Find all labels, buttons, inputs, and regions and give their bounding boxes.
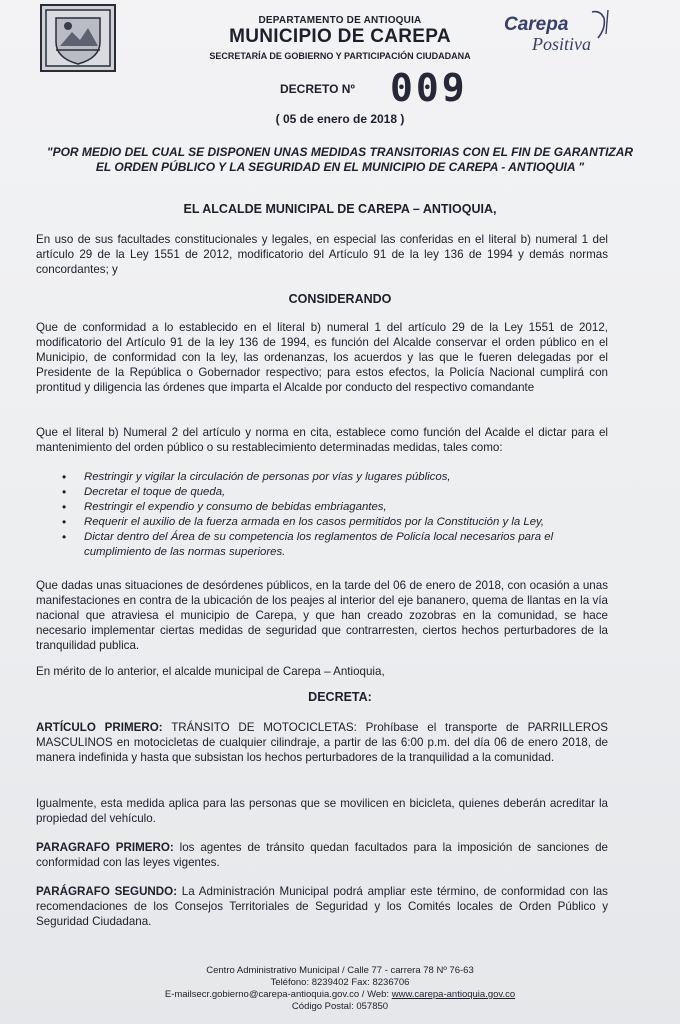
decree-number: 009 [390,66,468,110]
carepa-positiva-logo [500,8,620,56]
paragraph-one-label: PARAGRAFO PRIMERO: [36,841,174,854]
paragraph-two-text: La Administración Municipal podrá ampliar este término, de conformidad con las recomendaciones de los Consejos Territoriales de Seguridad y los Comités locales de Orden Público y Seguridad Ciudadana. [36,885,608,928]
considerando-paragraph-1: Que de conformidad a lo establecido en el literal b) numeral 1 del artículo 29 de la Ley 1551 de 2012, modificatorio del Artículo 91 de la ley 136 de 1994, es función del Alcalde conservar el orden público en el Municipio, de conformidad con la ley, las ordenanzas, los acuerdos y las que le fueren delegadas por el Presidente de la República o Gobernador respectivo; para estos efectos, la Policía Nacional cumplirá con prontitud y diligencia las órdenes que imparta el Alcalde por conducto del respectivo comandante [36,321,608,394]
footer-web-link[interactable]: www.carepa-antioquia.gov.co [391,989,516,1000]
list-item: • Dictar dentro del Área de su competencia los reglamentos de Policía local necesarios para el cumplimiento de las normas superiores. [62,530,614,560]
considerando-paragraph-2: Que el literal b) Numeral 2 del artículo y norma en cita, establece como función del Acalde el dictar para el mantenimiento del orden público o su restablecimiento determinadas medidas, tales como: [36,426,608,454]
decree-date: ( 05 de enero de 2018 ) [275,112,405,126]
footer [0,965,680,1013]
measures-list [62,470,614,560]
article-one-label: ARTÍCULO PRIMERO: [36,721,163,734]
secretariat-name: SECRETARÍA DE GOBIERNO Y PARTICIPACIÓN CIUDADANA [209,51,471,61]
footer-phone: Teléfono: 8239402 Fax: 8236706 [270,977,410,988]
paragraph-two [36,884,608,929]
considerando-paragraph-3: Que dadas unas situaciones de desórdenes públicos, en la tarde del 06 de enero de 2018, con ocasión a unas manifestaciones en contra de la ubicación de los peajes al interior del eje bananero, quema de llantas en la vía nacional que atraviesa el municipio de Carepa, y que han creado zozobras en la comunidad, se hace necesario implementar ciertas medidas de seguridad que contrarresten, ciertos hechos perturbadores de la tranquilidad publica. [36,579,608,652]
footer-address: Centro Administrativo Municipal / Calle 77 - carrera 78 Nº 76-63 [206,965,474,976]
article-one-extra: Igualmente, esta medida aplica para las personas que se movilicen en bicicleta, quienes deberán acreditar la propiedad del vehículo. [36,797,608,825]
intro-paragraph: En uso de sus facultades constitucionales y legales, en especial las conferidas en el literal b) numeral 1 del artículo 29 de la Ley 1551 de 2012, modificatorio del Artículo 91 de la ley 136 de 1994 y demás normas concordantes; y [36,233,608,276]
decreta-heading: DECRETA: [308,690,372,704]
list-item: • Requerir el auxilio de la fuerza armada en los casos permitidos por la Constitución y la Ley, [62,515,614,530]
article-one [36,720,608,765]
considerando-paragraph-4: En mérito de lo anterior, el alcalde municipal de Carepa – Antioquia, [36,665,385,678]
paragraph-two-label: PARÁGRAFO SEGUNDO: [36,885,178,898]
logo-word-1: Carepa [504,14,569,35]
list-item: • Decretar el toque de queda, [62,485,614,500]
footer-email: E-mailsecr.gobierno@carepa-antioquia.gov.co / Web: [164,989,392,1000]
mayor-heading: EL ALCALDE MUNICIPAL DE CAREPA – ANTIOQUIA, [183,202,497,216]
department-name: DEPARTAMENTO DE ANTIOQUIA [258,15,422,26]
footer-postal: Código Postal: 057850 [291,1001,389,1012]
logo-word-2: Positiva [532,34,591,54]
considerando-heading: CONSIDERANDO [288,292,392,306]
municipality-name: MUNICIPIO DE CAREPA [229,26,451,47]
footer-contact [0,989,680,1001]
article-one-text: TRÁNSITO DE MOTOCICLETAS: Prohíbase el transporte de PARRILLEROS MASCULINOS en motocicletas de cualquier cilindraje, a partir de las 6:00 p.m. del día 06 de enero 2018, de manera indefinida y hasta que subsistan los hechos perturbadores de la tranquilidad a la comunidad. [36,721,608,764]
paragraph-one [36,840,608,870]
decree-label: DECRETO Nº [280,82,355,96]
paragraph-one-text: los agentes de tránsito quedan facultados para la imposición de sanciones de conformidad con las leyes vigentes. [36,841,608,869]
list-item: • Restringir el expendio y consumo de bebidas embriagantes, [62,500,614,515]
list-item: • Restringir y vigilar la circulación de personas por vías y lugares públicos, [62,470,614,485]
decree-title: "POR MEDIO DEL CUAL SE DISPONEN UNAS MEDIDAS TRANSITORIAS CON EL FIN DE GARANTIZAR EL ORDEN PÚBLICO Y LA SEGURIDAD EN EL MUNICIPIO DE CAREPA - ANTIOQUIA " [46,145,634,174]
